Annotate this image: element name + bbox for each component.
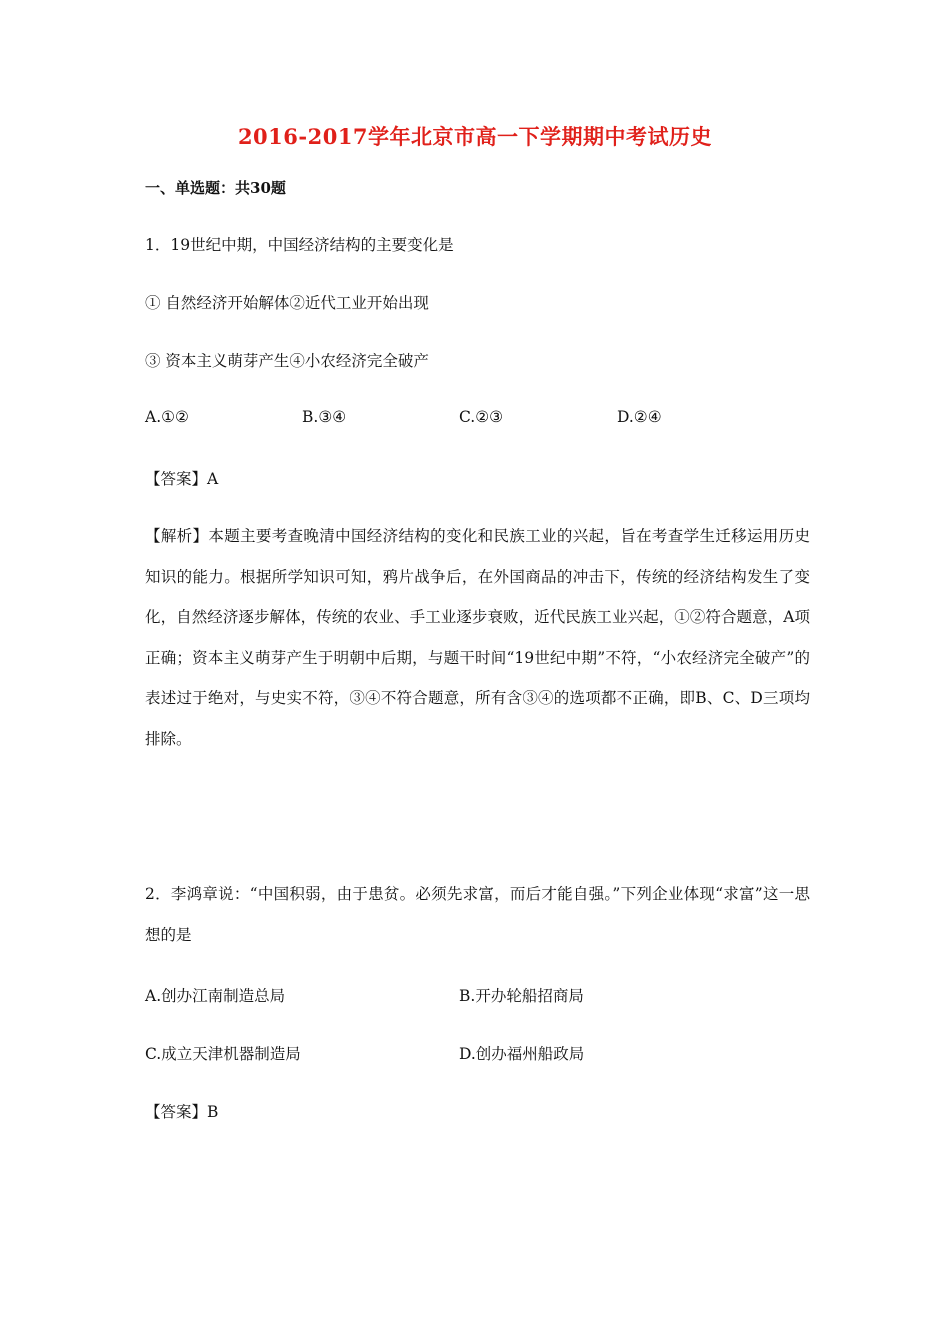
question-1-answer: 【答案】A (145, 470, 219, 488)
question-1-stem: 1．19世纪中期，中国经济结构的主要变化是 (145, 236, 454, 254)
analysis-label: 【解析】 (145, 527, 209, 545)
question-1-statement-line-2: ③ 资本主义萌芽产生④小农经济完全破产 (145, 352, 429, 370)
question-1-option-b: B.③④ (302, 408, 347, 426)
question-1-option-a: A.①② (145, 408, 189, 426)
question-2-stem: 2．李鸿章说：“中国积弱，由于患贫。必须先求富，而后才能自强。”下列企业体现“求富”这一思想的是 (145, 885, 810, 944)
question-2-answer: 【答案】B (145, 1103, 219, 1121)
document-title: 2016-2017学年北京市高一下学期期中考试历史 (237, 124, 713, 149)
question-2-option-d: D.创办福州船政局 (459, 1045, 585, 1063)
question-1-option-d: D.②④ (617, 408, 662, 426)
section-heading: 一、单选题：共30题 (145, 179, 286, 197)
question-2-option-c: C.成立天津机器制造局 (145, 1045, 301, 1063)
question-1-option-c: C.②③ (459, 408, 504, 426)
analysis-text: 本题主要考查晚清中国经济结构的变化和民族工业的兴起，旨在考查学生迁移运用历史知识的能力。根据所学知识可知，鸦片战争后，在外国商品的冲击下，传统的经济结构发生了变化，自然经济逐步解体，传统的农业、手工业逐步衰败，近代民族工业兴起，①②符合题意，A项正确；资本主义萌芽产生于明朝中后期，与题干时间“19世纪中期”不符，“小农经济完全破产”的表述过于绝对，与史实不符，③④不符合题意，所有含③④的选项都不正确，即B、C、D三项均排除。 (145, 527, 810, 748)
question-1-analysis (145, 516, 810, 759)
question-2-option-a: A.创办江南制造总局 (145, 987, 286, 1005)
question-2-option-b: B.开办轮船招商局 (459, 987, 584, 1005)
question-1-statement-line-1: ① 自然经济开始解体②近代工业开始出现 (145, 294, 429, 312)
